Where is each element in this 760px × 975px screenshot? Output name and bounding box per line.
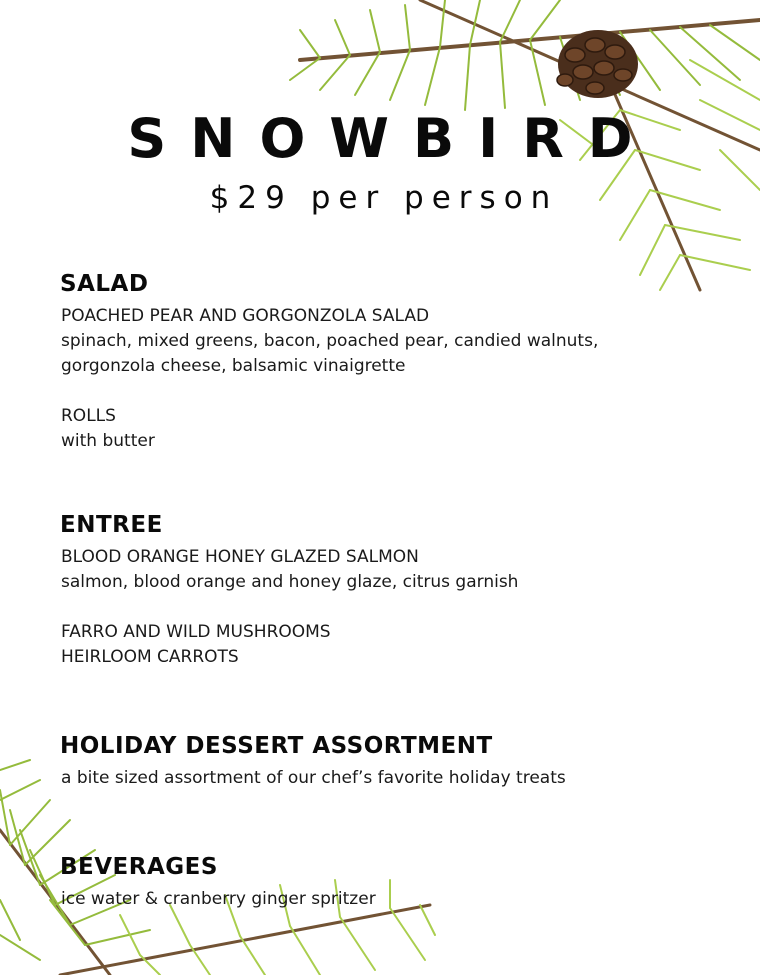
menu-item-description: a bite sized assortment of our chef’s favorite holiday treats (61, 768, 566, 788)
menu-item-name: ROLLS (61, 406, 116, 426)
menu-item-name: POACHED PEAR AND GORGONZOLA SALAD (61, 306, 430, 326)
menu-side-item: FARRO AND WILD MUSHROOMS (61, 622, 331, 642)
menu-item-description: ice water & cranberry ginger spritzer (61, 889, 376, 909)
section-heading: BEVERAGES (60, 854, 218, 880)
menu-price: $29 per person (209, 180, 559, 216)
section-beverages (60, 853, 720, 912)
menu-side-item: HEIRLOOM CARROTS (61, 647, 239, 667)
menu-item-name: BLOOD ORANGE HONEY GLAZED SALMON (61, 547, 419, 567)
section-dessert (60, 732, 720, 791)
section-heading: HOLIDAY DESSERT ASSORTMENT (60, 733, 493, 759)
menu-item-description: spinach, mixed greens, bacon, poached pear, candied walnuts, (61, 331, 599, 351)
section-heading: SALAD (60, 271, 149, 297)
section-heading: ENTREE (60, 512, 163, 538)
menu-title: SNOWBIRD (127, 107, 657, 170)
menu-item-description: gorgonzola cheese, balsamic vinaigrette (61, 356, 406, 376)
section-entree (60, 511, 720, 670)
menu-item-description: with butter (61, 431, 155, 451)
section-salad (60, 270, 720, 454)
menu-item-description: salmon, blood orange and honey glaze, citrus garnish (61, 572, 519, 592)
